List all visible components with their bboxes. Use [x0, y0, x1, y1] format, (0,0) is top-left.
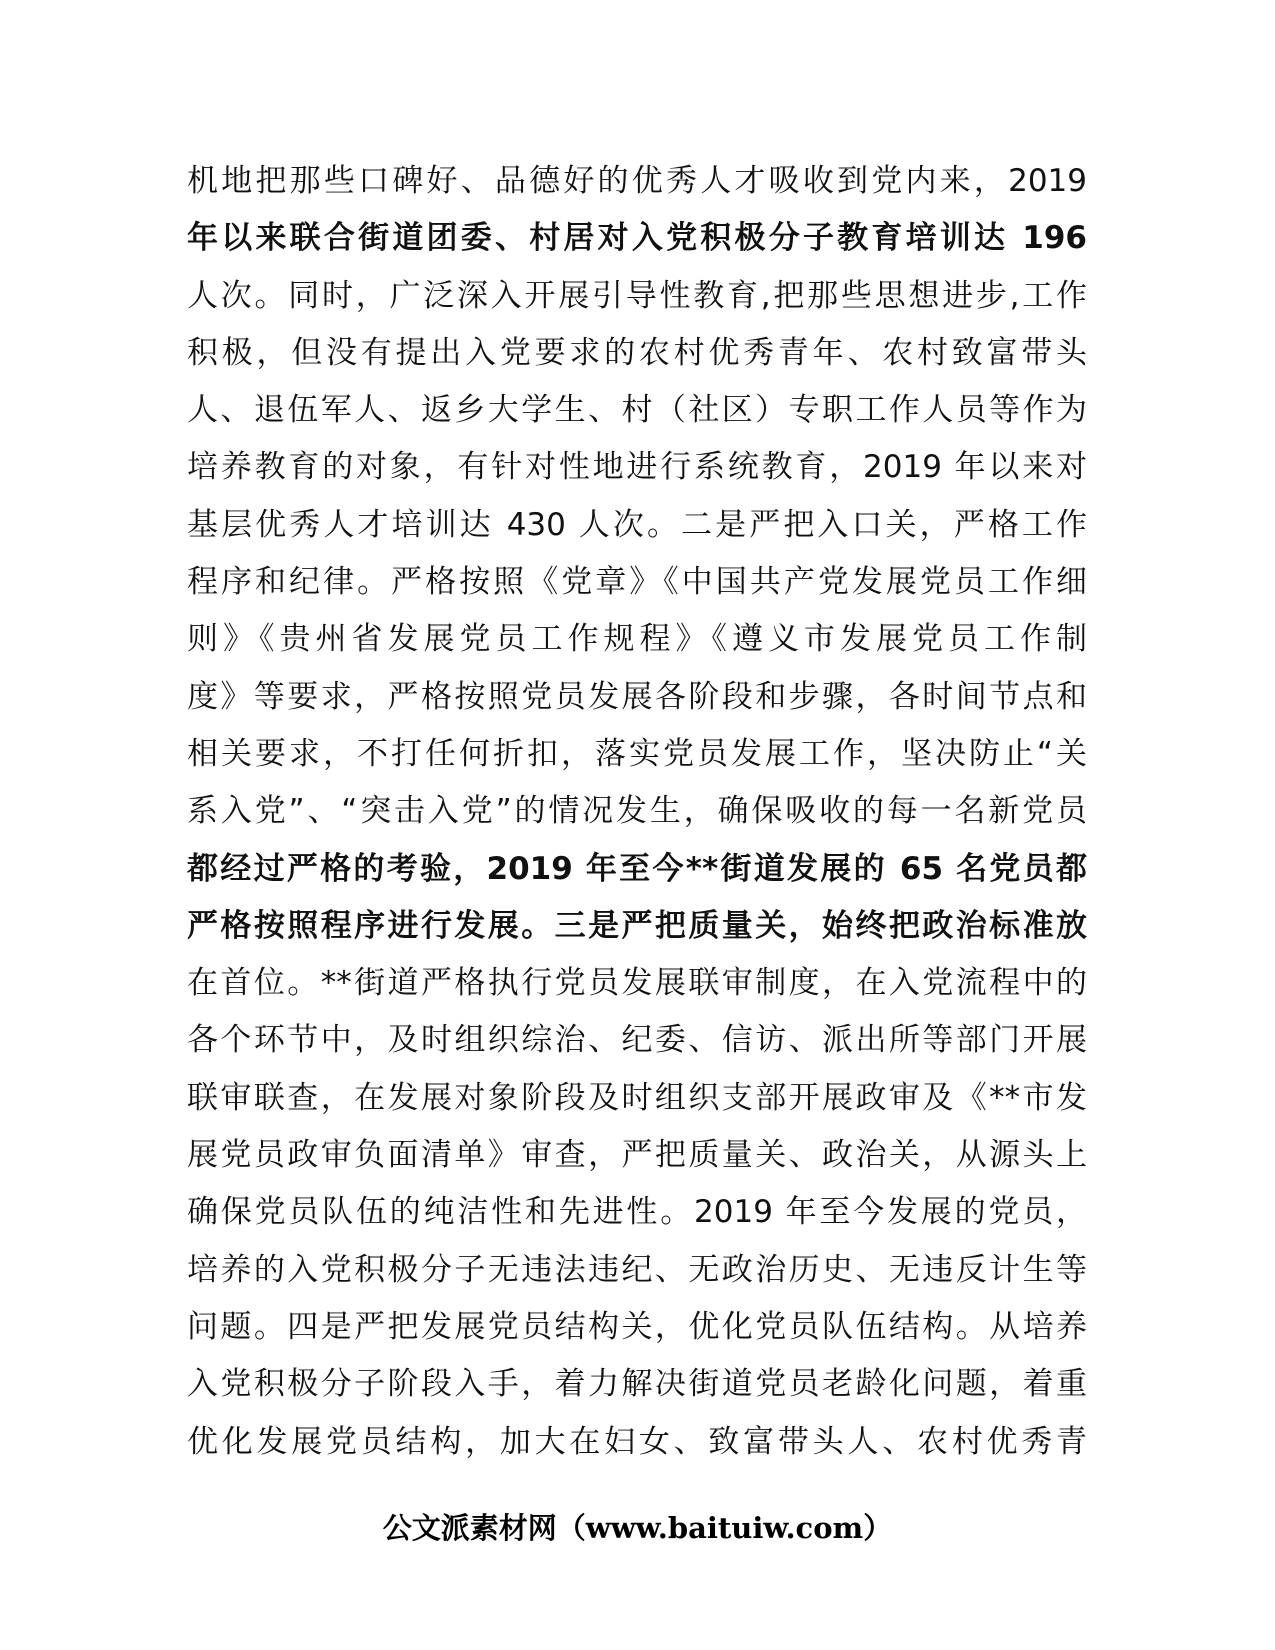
- text-line: 系入党”、“突击入党”的情况发生，确保吸收的每一名新党员: [187, 793, 1087, 830]
- text-line: 基层优秀人才培训达 430 人次。二是严把入口关，严格工作: [187, 506, 1087, 543]
- text-line: 程序和纪律。严格按照《党章》《中国共产党发展党员工作细: [187, 564, 1087, 601]
- text-line: 确保党员队伍的纯洁性和先进性。2019 年至今发展的党员，: [187, 1194, 1087, 1231]
- text-line: 优化发展党员结构，加大在妇女、致富带头人、农村优秀青: [187, 1423, 1087, 1460]
- text-line: 联审联查，在发展对象阶段及时组织支部开展政审及《**市发: [187, 1079, 1087, 1116]
- text-line: 人次。同时，广泛深入开展引导性教育,把那些思想进步,工作: [187, 277, 1087, 314]
- text-line: 展党员政审负面清单》审查，严把质量关、政治关，从源头上: [187, 1137, 1087, 1174]
- text-line: 都经过严格的考验，2019 年至今**街道发展的 65 名党员都: [187, 850, 1087, 887]
- text-line: 培养的入党积极分子无违法违纪、无政治历史、无违反计生等: [187, 1251, 1087, 1288]
- footer-watermark: 公文派素材网（www.baituiw.com）: [382, 1511, 893, 1545]
- document-body: [187, 153, 1087, 1471]
- text-line: 严格按照程序进行发展。三是严把质量关，始终把政治标准放: [187, 907, 1087, 944]
- text-line: 度》等要求，严格按照党员发展各阶段和步骤，各时间节点和: [187, 678, 1087, 715]
- text-line: 年以来联合街道团委、村居对入党积极分子教育培训达 196: [187, 220, 1087, 257]
- text-line: 各个环节中，及时组织综治、纪委、信访、派出所等部门开展: [187, 1022, 1087, 1059]
- text-line: 积极，但没有提出入党要求的农村优秀青年、农村致富带头: [187, 334, 1087, 371]
- text-line: 问题。四是严把发展党员结构关，优化党员队伍结构。从培养: [187, 1308, 1087, 1345]
- text-line: 培养教育的对象，有针对性地进行系统教育，2019 年以来对: [187, 449, 1087, 486]
- text-line: 入党积极分子阶段入手，着力解决街道党员老龄化问题，着重: [187, 1366, 1087, 1403]
- text-line: 人、退伍军人、返乡大学生、村（社区）专职工作人员等作为: [187, 392, 1087, 429]
- text-line: 在首位。**街道严格执行党员发展联审制度，在入党流程中的: [187, 965, 1087, 1002]
- text-line: 则》《贵州省发展党员工作规程》《遵义市发展党员工作制: [187, 621, 1087, 658]
- text-line: 相关要求，不打任何折扣，落实党员发展工作，坚决防止“关: [187, 735, 1087, 772]
- text-line: 机地把那些口碑好、品德好的优秀人才吸收到党内来，2019: [187, 163, 1087, 199]
